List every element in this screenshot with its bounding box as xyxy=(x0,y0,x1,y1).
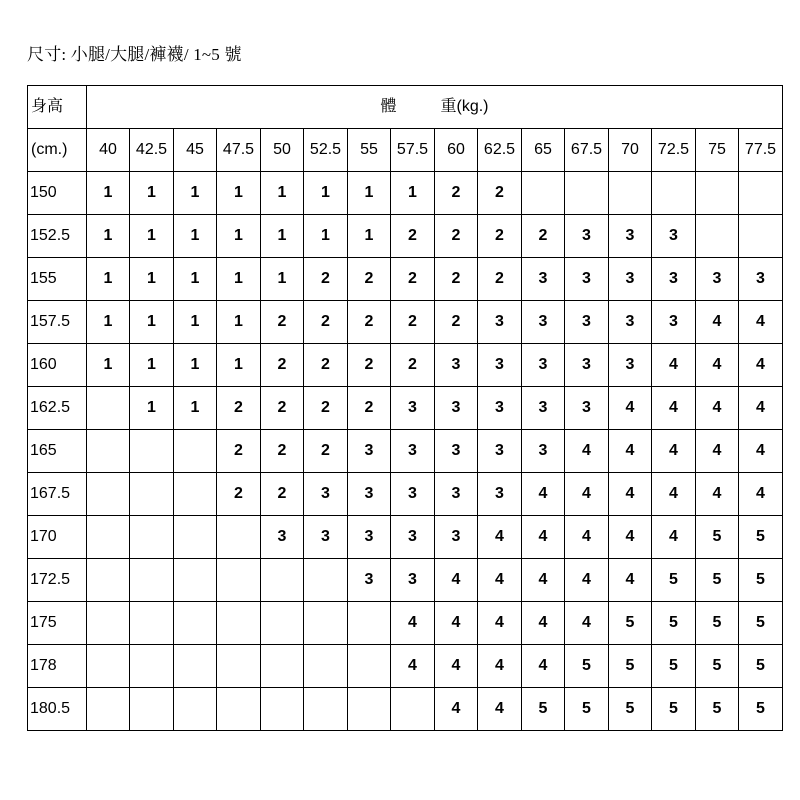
size-cell: 3 xyxy=(565,301,609,344)
size-cell: 3 xyxy=(696,258,739,301)
size-cell: 4 xyxy=(478,559,522,602)
size-cell xyxy=(348,602,391,645)
size-cell: 1 xyxy=(87,301,130,344)
weight-column-header: 72.5 xyxy=(652,129,696,172)
size-cell xyxy=(130,430,174,473)
size-cell xyxy=(565,172,609,215)
size-cell: 2 xyxy=(391,258,435,301)
size-cell: 3 xyxy=(348,473,391,516)
size-cell xyxy=(304,645,348,688)
size-cell xyxy=(217,645,261,688)
size-cell: 1 xyxy=(130,387,174,430)
size-cell xyxy=(348,645,391,688)
size-cell: 4 xyxy=(696,301,739,344)
weight-column-header: 50 xyxy=(261,129,304,172)
size-cell: 1 xyxy=(217,344,261,387)
size-cell: 3 xyxy=(304,473,348,516)
size-cell: 3 xyxy=(565,258,609,301)
height-row-label: 150 xyxy=(28,172,87,215)
weight-header xyxy=(87,86,783,129)
size-cell: 5 xyxy=(652,688,696,731)
size-cell: 4 xyxy=(652,473,696,516)
size-cell: 4 xyxy=(696,387,739,430)
size-cell: 4 xyxy=(565,602,609,645)
height-row-label: 170 xyxy=(28,516,87,559)
size-cell: 4 xyxy=(522,645,565,688)
size-cell: 4 xyxy=(696,344,739,387)
size-cell: 4 xyxy=(739,473,783,516)
size-cell xyxy=(87,516,130,559)
size-cell: 3 xyxy=(522,344,565,387)
table-row xyxy=(28,645,783,688)
size-cell: 4 xyxy=(565,559,609,602)
size-cell: 3 xyxy=(609,301,652,344)
size-cell: 1 xyxy=(174,215,217,258)
size-cell: 2 xyxy=(435,215,478,258)
size-cell: 3 xyxy=(348,559,391,602)
size-cell xyxy=(304,559,348,602)
size-cell: 2 xyxy=(478,215,522,258)
table-row xyxy=(28,172,783,215)
size-cell: 3 xyxy=(261,516,304,559)
size-cell xyxy=(174,473,217,516)
size-cell: 4 xyxy=(478,516,522,559)
height-row-label: 157.5 xyxy=(28,301,87,344)
size-cell: 4 xyxy=(652,387,696,430)
weight-column-header: 75 xyxy=(696,129,739,172)
size-cell: 4 xyxy=(522,559,565,602)
size-cell xyxy=(174,645,217,688)
size-cell: 4 xyxy=(478,602,522,645)
size-cell: 2 xyxy=(304,344,348,387)
size-cell: 3 xyxy=(391,430,435,473)
table-row xyxy=(28,215,783,258)
size-cell: 5 xyxy=(652,602,696,645)
size-cell: 3 xyxy=(348,430,391,473)
size-cell: 1 xyxy=(348,172,391,215)
size-cell: 3 xyxy=(304,516,348,559)
size-cell: 5 xyxy=(609,688,652,731)
weight-column-header: 67.5 xyxy=(565,129,609,172)
size-cell: 1 xyxy=(217,301,261,344)
size-cell: 2 xyxy=(435,258,478,301)
size-cell: 4 xyxy=(391,645,435,688)
weight-column-header: 45 xyxy=(174,129,217,172)
size-cell: 2 xyxy=(304,430,348,473)
size-cell: 1 xyxy=(130,258,174,301)
size-cell: 2 xyxy=(261,473,304,516)
size-cell: 3 xyxy=(435,473,478,516)
size-cell: 2 xyxy=(261,344,304,387)
size-cell xyxy=(696,172,739,215)
size-cell xyxy=(348,688,391,731)
size-cell: 3 xyxy=(348,516,391,559)
size-cell: 4 xyxy=(739,387,783,430)
size-cell: 1 xyxy=(304,172,348,215)
size-cell: 1 xyxy=(391,172,435,215)
size-cell: 2 xyxy=(348,258,391,301)
size-cell: 1 xyxy=(261,258,304,301)
size-cell: 3 xyxy=(391,387,435,430)
size-cell: 5 xyxy=(522,688,565,731)
size-cell: 5 xyxy=(696,645,739,688)
size-cell xyxy=(261,602,304,645)
size-cell: 5 xyxy=(609,602,652,645)
size-cell: 3 xyxy=(478,387,522,430)
table-row xyxy=(28,559,783,602)
size-cell: 3 xyxy=(391,516,435,559)
size-cell: 3 xyxy=(609,344,652,387)
size-cell xyxy=(261,688,304,731)
weight-column-header: 60 xyxy=(435,129,478,172)
header-row-weights xyxy=(28,129,783,172)
size-cell: 5 xyxy=(609,645,652,688)
table-row xyxy=(28,387,783,430)
size-cell: 4 xyxy=(435,645,478,688)
size-cell xyxy=(130,602,174,645)
size-cell: 2 xyxy=(304,301,348,344)
size-cell: 2 xyxy=(478,172,522,215)
size-cell: 5 xyxy=(696,688,739,731)
size-cell: 5 xyxy=(696,602,739,645)
size-cell: 5 xyxy=(739,602,783,645)
size-cell: 2 xyxy=(217,387,261,430)
size-cell: 2 xyxy=(304,387,348,430)
height-row-label: 172.5 xyxy=(28,559,87,602)
size-cell: 5 xyxy=(739,688,783,731)
weight-column-header: 52.5 xyxy=(304,129,348,172)
size-cell xyxy=(87,473,130,516)
table-row xyxy=(28,688,783,731)
height-row-label: 180.5 xyxy=(28,688,87,731)
size-cell: 5 xyxy=(565,645,609,688)
size-cell xyxy=(217,602,261,645)
size-cell: 1 xyxy=(87,172,130,215)
table-row xyxy=(28,344,783,387)
size-cell: 4 xyxy=(609,473,652,516)
size-cell: 4 xyxy=(522,473,565,516)
size-cell: 2 xyxy=(217,473,261,516)
size-cell: 5 xyxy=(739,516,783,559)
size-cell xyxy=(87,645,130,688)
size-cell: 2 xyxy=(217,430,261,473)
size-cell: 1 xyxy=(87,258,130,301)
size-cell: 2 xyxy=(435,301,478,344)
size-cell: 5 xyxy=(739,559,783,602)
weight-column-header: 42.5 xyxy=(130,129,174,172)
size-cell xyxy=(739,172,783,215)
size-cell xyxy=(174,688,217,731)
size-cell: 4 xyxy=(391,602,435,645)
weight-column-header: 55 xyxy=(348,129,391,172)
size-cell: 4 xyxy=(696,473,739,516)
size-cell: 1 xyxy=(217,172,261,215)
size-cell: 4 xyxy=(478,688,522,731)
size-cell: 5 xyxy=(739,645,783,688)
table-row xyxy=(28,473,783,516)
size-cell: 3 xyxy=(609,215,652,258)
size-cell: 1 xyxy=(174,301,217,344)
size-cell: 4 xyxy=(522,602,565,645)
size-cell: 3 xyxy=(391,559,435,602)
header-row-top xyxy=(28,86,783,129)
size-cell: 1 xyxy=(348,215,391,258)
size-cell: 3 xyxy=(522,301,565,344)
weight-column-header: 62.5 xyxy=(478,129,522,172)
size-cell: 4 xyxy=(739,430,783,473)
size-cell: 1 xyxy=(87,344,130,387)
height-row-label: 178 xyxy=(28,645,87,688)
size-cell: 2 xyxy=(391,215,435,258)
size-cell: 1 xyxy=(174,172,217,215)
size-cell xyxy=(261,559,304,602)
height-header-top: 身高 xyxy=(28,86,87,129)
table-row xyxy=(28,602,783,645)
size-cell: 2 xyxy=(261,387,304,430)
size-cell: 1 xyxy=(174,258,217,301)
size-cell: 4 xyxy=(478,645,522,688)
size-cell: 1 xyxy=(261,172,304,215)
size-cell: 2 xyxy=(261,301,304,344)
size-cell: 4 xyxy=(609,516,652,559)
size-cell xyxy=(304,688,348,731)
size-cell: 3 xyxy=(478,344,522,387)
size-cell: 1 xyxy=(130,344,174,387)
size-cell xyxy=(522,172,565,215)
size-cell: 1 xyxy=(130,215,174,258)
size-cell: 3 xyxy=(565,387,609,430)
size-cell: 2 xyxy=(348,301,391,344)
size-cell: 3 xyxy=(522,430,565,473)
size-cell: 4 xyxy=(652,430,696,473)
size-cell: 3 xyxy=(609,258,652,301)
height-row-label: 162.5 xyxy=(28,387,87,430)
height-row-label: 165 xyxy=(28,430,87,473)
size-cell xyxy=(739,215,783,258)
size-cell: 3 xyxy=(652,215,696,258)
size-cell: 2 xyxy=(304,258,348,301)
size-cell: 4 xyxy=(652,516,696,559)
size-cell xyxy=(87,387,130,430)
size-cell xyxy=(87,602,130,645)
size-cell: 1 xyxy=(174,344,217,387)
size-cell xyxy=(391,688,435,731)
size-cell: 2 xyxy=(348,387,391,430)
size-cell: 3 xyxy=(739,258,783,301)
size-cell xyxy=(130,688,174,731)
size-cell: 3 xyxy=(435,344,478,387)
size-cell: 2 xyxy=(348,344,391,387)
size-cell: 3 xyxy=(652,301,696,344)
weight-header-part2: 重(kg.) xyxy=(440,98,489,115)
size-cell: 5 xyxy=(696,559,739,602)
size-cell: 3 xyxy=(478,473,522,516)
size-cell xyxy=(174,602,217,645)
size-cell: 5 xyxy=(565,688,609,731)
height-row-label: 160 xyxy=(28,344,87,387)
size-cell: 4 xyxy=(609,387,652,430)
size-cell: 4 xyxy=(609,430,652,473)
size-cell: 1 xyxy=(174,387,217,430)
size-cell: 4 xyxy=(435,559,478,602)
table-row xyxy=(28,430,783,473)
size-cell: 1 xyxy=(304,215,348,258)
size-cell xyxy=(87,430,130,473)
height-header-bottom: (cm.) xyxy=(28,129,87,172)
size-cell xyxy=(261,645,304,688)
size-cell: 3 xyxy=(391,473,435,516)
size-cell: 4 xyxy=(435,602,478,645)
size-cell: 1 xyxy=(261,215,304,258)
size-cell: 3 xyxy=(522,258,565,301)
weight-column-header: 65 xyxy=(522,129,565,172)
weight-column-header: 70 xyxy=(609,129,652,172)
size-cell xyxy=(174,430,217,473)
size-cell: 4 xyxy=(565,430,609,473)
size-cell: 1 xyxy=(87,215,130,258)
size-cell xyxy=(174,516,217,559)
size-cell: 4 xyxy=(739,344,783,387)
size-cell: 2 xyxy=(261,430,304,473)
size-cell: 3 xyxy=(478,430,522,473)
table-row xyxy=(28,258,783,301)
size-cell: 4 xyxy=(652,344,696,387)
weight-column-header: 47.5 xyxy=(217,129,261,172)
height-row-label: 167.5 xyxy=(28,473,87,516)
size-cell: 1 xyxy=(130,301,174,344)
size-chart-table xyxy=(27,85,783,731)
size-cell xyxy=(174,559,217,602)
size-cell: 5 xyxy=(696,516,739,559)
size-cell: 2 xyxy=(522,215,565,258)
size-cell: 2 xyxy=(435,172,478,215)
size-cell: 4 xyxy=(565,473,609,516)
size-cell xyxy=(217,559,261,602)
height-row-label: 175 xyxy=(28,602,87,645)
size-cell xyxy=(304,602,348,645)
height-row-label: 155 xyxy=(28,258,87,301)
size-cell: 2 xyxy=(391,344,435,387)
size-cell: 1 xyxy=(217,215,261,258)
size-cell xyxy=(87,559,130,602)
size-cell xyxy=(87,688,130,731)
size-cell xyxy=(130,559,174,602)
size-cell: 4 xyxy=(739,301,783,344)
table-row xyxy=(28,301,783,344)
size-cell xyxy=(609,172,652,215)
size-cell: 4 xyxy=(565,516,609,559)
size-cell: 2 xyxy=(478,258,522,301)
size-cell: 4 xyxy=(696,430,739,473)
size-cell: 1 xyxy=(130,172,174,215)
size-cell: 4 xyxy=(522,516,565,559)
size-cell: 3 xyxy=(435,516,478,559)
size-cell xyxy=(696,215,739,258)
size-cell xyxy=(130,516,174,559)
size-chart-caption: 尺寸: 小腿/大腿/褲襪/ 1~5 號 xyxy=(27,45,242,64)
size-cell: 3 xyxy=(565,215,609,258)
weight-column-header: 77.5 xyxy=(739,129,783,172)
size-cell: 3 xyxy=(435,430,478,473)
size-cell: 3 xyxy=(565,344,609,387)
size-cell: 3 xyxy=(435,387,478,430)
weight-column-header: 40 xyxy=(87,129,130,172)
size-cell xyxy=(217,688,261,731)
size-cell: 1 xyxy=(217,258,261,301)
weight-column-header: 57.5 xyxy=(391,129,435,172)
size-cell xyxy=(652,172,696,215)
height-row-label: 152.5 xyxy=(28,215,87,258)
size-cell: 3 xyxy=(652,258,696,301)
size-cell: 5 xyxy=(652,559,696,602)
size-cell xyxy=(130,473,174,516)
size-cell: 5 xyxy=(652,645,696,688)
size-cell: 3 xyxy=(522,387,565,430)
weight-header-part1: 體 xyxy=(380,98,397,115)
size-cell: 2 xyxy=(391,301,435,344)
size-cell xyxy=(130,645,174,688)
size-cell: 4 xyxy=(435,688,478,731)
size-cell: 4 xyxy=(609,559,652,602)
table-row xyxy=(28,516,783,559)
size-cell: 3 xyxy=(478,301,522,344)
size-cell xyxy=(217,516,261,559)
